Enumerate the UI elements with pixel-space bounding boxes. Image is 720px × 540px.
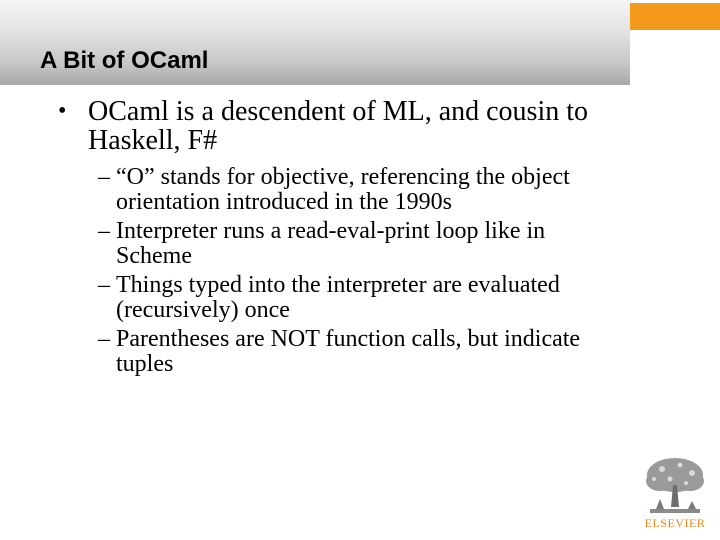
sub-bullet-item <box>88 219 658 269</box>
sub-bullet-line: (recursively) once <box>116 297 290 323</box>
bullet-item <box>58 97 658 155</box>
sub-bullet-item <box>88 273 658 323</box>
bullet-mark: • <box>58 98 67 124</box>
elsevier-tree-icon <box>640 455 710 515</box>
sub-bullet-line: Scheme <box>116 243 192 269</box>
elsevier-logo <box>640 455 710 535</box>
accent-bar <box>630 3 720 30</box>
bullet-line: OCaml is a descendent of ML, and cousin to <box>88 96 589 127</box>
sub-bullet-line: “O” stands for objective, referencing the object <box>116 164 570 190</box>
sub-bullet-line: tuples <box>116 351 174 377</box>
bullet-list <box>58 97 658 381</box>
sub-bullet-list <box>88 165 658 377</box>
sub-bullet-line: Interpreter runs a read-eval-print loop like in <box>116 218 546 244</box>
sub-bullet-line: Parentheses are NOT function calls, but indicate <box>116 326 581 352</box>
sub-bullet-line: Things typed into the interpreter are evaluated <box>116 272 560 298</box>
sub-bullet-item <box>88 165 658 215</box>
logo-text: ELSEVIER <box>644 516 706 530</box>
sub-bullet-item <box>88 327 658 377</box>
sub-bullet-line: orientation introduced in the 1990s <box>116 189 452 215</box>
slide-title: A Bit of OCaml <box>40 47 209 74</box>
bullet-line: Haskell, F# <box>88 125 218 156</box>
sub-bullet-mark: – <box>98 218 110 244</box>
sub-bullet-mark: – <box>98 164 110 190</box>
sub-bullet-mark: – <box>98 272 110 298</box>
sub-bullet-mark: – <box>98 326 110 352</box>
